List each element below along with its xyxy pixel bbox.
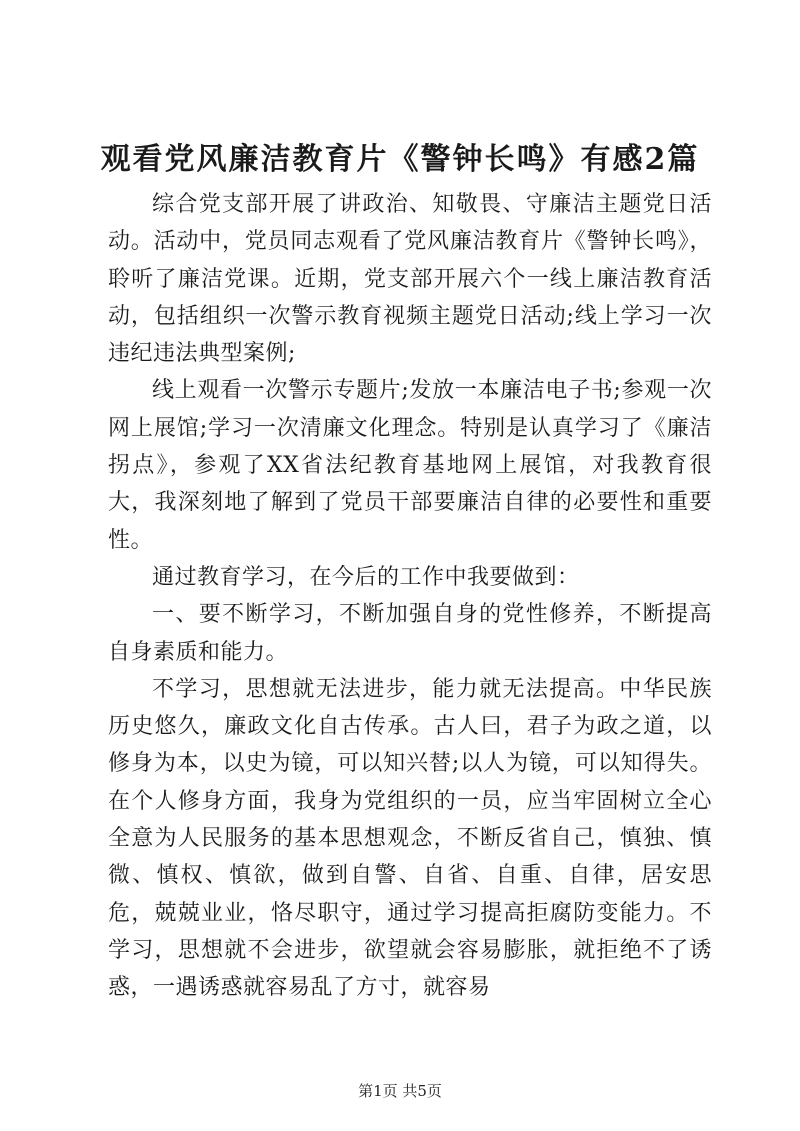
paragraph-2: 线上观看一次警示专题片;发放一本廉洁电子书;参观一次网上展馆;学习一次清廉文化理念。特别是认真学习了《廉洁拐点》，参观了XX省法纪教育基地网上展馆，对我教育很大，我深刻地了解到了党员干部要廉洁自律的必要性和重要性。	[108, 378, 712, 553]
page-number-footer: 第1页 共5页	[358, 1082, 442, 1100]
paragraph-4: 一、要不断学习，不断加强自身的党性修养，不断提高自身素质和能力。	[108, 602, 712, 665]
paragraph-3: 通过教育学习，在今后的工作中我要做到：	[152, 564, 580, 590]
document-body	[108, 186, 712, 1007]
paragraph-1: 综合党支部开展了讲政治、知敬畏、守廉洁主题党日活动。活动中，党员同志观看了党风廉洁教育片《警钟长鸣》，聆听了廉洁党课。近期，党支部开展六个一线上廉洁教育活动，包括组织一次警示教育视频主题党日活动;线上学习一次违纪违法典型案例;	[108, 192, 712, 367]
document-title: 观看党风廉洁教育片《警钟长鸣》有感2篇	[100, 142, 700, 177]
paragraph-5: 不学习，思想就无法进步，能力就无法提高。中华民族历史悠久，廉政文化自古传承。古人曰，君子为政之道，以修身为本，以史为镜，可以知兴替;以人为镜，可以知得失。在个人修身方面，我身为党组织的一员，应当牢固树立全心全意为人民服务的基本思想观念，不断反省自己，慎独、慎微、慎权、慎欲，做到自警、自省、自重、自律，居安思危，兢兢业业，恪尽职守，通过学习提高拒腐防变能力。不学习，思想就不会进步，欲望就会容易膨胀，就拒绝不了诱惑，一遇诱惑就容易乱了方寸，就容易	[108, 676, 712, 1001]
